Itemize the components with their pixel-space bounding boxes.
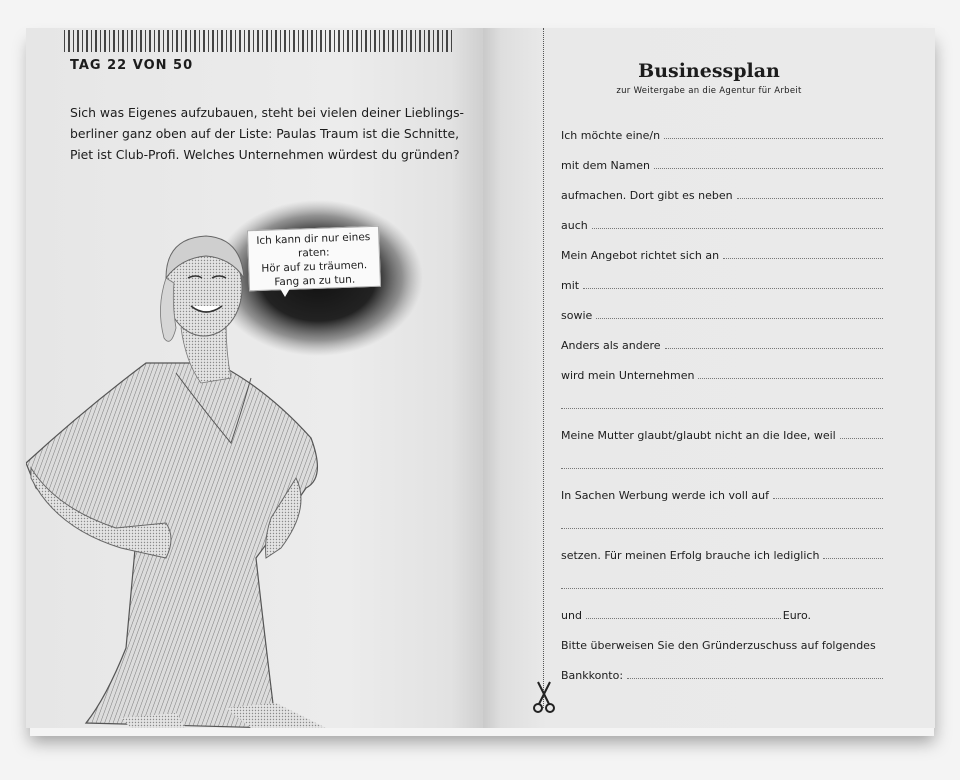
form-line-label: Ich möchte eine/n	[561, 129, 661, 142]
form-line-label: auch	[561, 219, 588, 232]
form-line-label: Bitte überweisen Sie den Gründerzuschuss auf folgendes	[561, 639, 876, 652]
scissors-icon	[533, 680, 555, 714]
form-line-competitors[interactable]	[561, 186, 883, 202]
form-line-blank[interactable]	[561, 516, 883, 532]
right-page	[483, 28, 935, 728]
form-line-label: Bankkonto:	[561, 669, 624, 682]
form-line-label: aufmachen. Dort gibt es neben	[561, 189, 733, 202]
form-line-label: sowie	[561, 309, 593, 322]
form-line-blank[interactable]	[561, 396, 883, 412]
form-line-success-needs[interactable]	[561, 546, 883, 562]
intro-line: berliner ganz oben auf der Liste: Paulas Traum ist die Schnitte,	[70, 126, 460, 141]
form-line-label: mit	[561, 279, 580, 292]
form-line-with[interactable]	[561, 276, 883, 292]
form-line-blank[interactable]	[561, 456, 883, 472]
form-line-label: Meine Mutter glaubt/glaubt nicht an die Idee, weil	[561, 429, 836, 442]
form-line-mother-belief[interactable]	[561, 426, 883, 442]
form-line-my-company[interactable]	[561, 366, 883, 382]
speech-line: Ich kann dir nur eines raten:	[256, 231, 371, 260]
cut-line	[543, 28, 544, 708]
form-subtitle: zur Weitergabe an die Agentur für Arbeit	[616, 86, 802, 96]
barcode-stripes	[64, 30, 452, 52]
speech-bubble-tail	[278, 285, 292, 297]
form-line-amount[interactable]	[561, 606, 811, 622]
form-line-as-well[interactable]	[561, 306, 883, 322]
form-line-label: In Sachen Werbung werde ich voll auf	[561, 489, 769, 502]
form-line-transfer	[561, 636, 883, 652]
form-line-label: mit dem Namen	[561, 159, 650, 172]
form-line-label: wird mein Unternehmen	[561, 369, 695, 382]
intro-line: Sich was Eigenes aufzubauen, steht bei vielen deiner Lieblings-	[70, 105, 465, 120]
form-line-target-group[interactable]	[561, 246, 883, 262]
form-line-business-type[interactable]	[561, 126, 883, 142]
intro-text	[70, 102, 468, 165]
form-line-label: setzen. Für meinen Erfolg brauche ich lediglich	[561, 549, 820, 562]
left-page	[26, 28, 483, 728]
currency-suffix: Euro.	[782, 609, 811, 622]
form-line-blank[interactable]	[561, 576, 883, 592]
speech-line: Fang an zu tun.	[274, 273, 356, 289]
form-title: Businessplan	[638, 60, 780, 82]
form-line-unlike-others[interactable]	[561, 336, 883, 352]
speech-line: Hör auf zu träumen.	[261, 259, 368, 275]
intro-line: Piet ist Club-Profi. Welches Unternehmen würdest du gründen?	[70, 147, 460, 162]
form-line-bank-account[interactable]	[561, 666, 883, 682]
form-line-label: Mein Angebot richtet sich an	[561, 249, 720, 262]
form-line-label: Anders als andere	[561, 339, 661, 352]
speech-bubble	[247, 226, 381, 292]
form-line-name[interactable]	[561, 156, 883, 172]
form-line-label: und	[561, 609, 582, 622]
form-line-also[interactable]	[561, 216, 883, 232]
day-label: TAG 22 VON 50	[70, 58, 194, 73]
form-line-advertising[interactable]	[561, 486, 883, 502]
